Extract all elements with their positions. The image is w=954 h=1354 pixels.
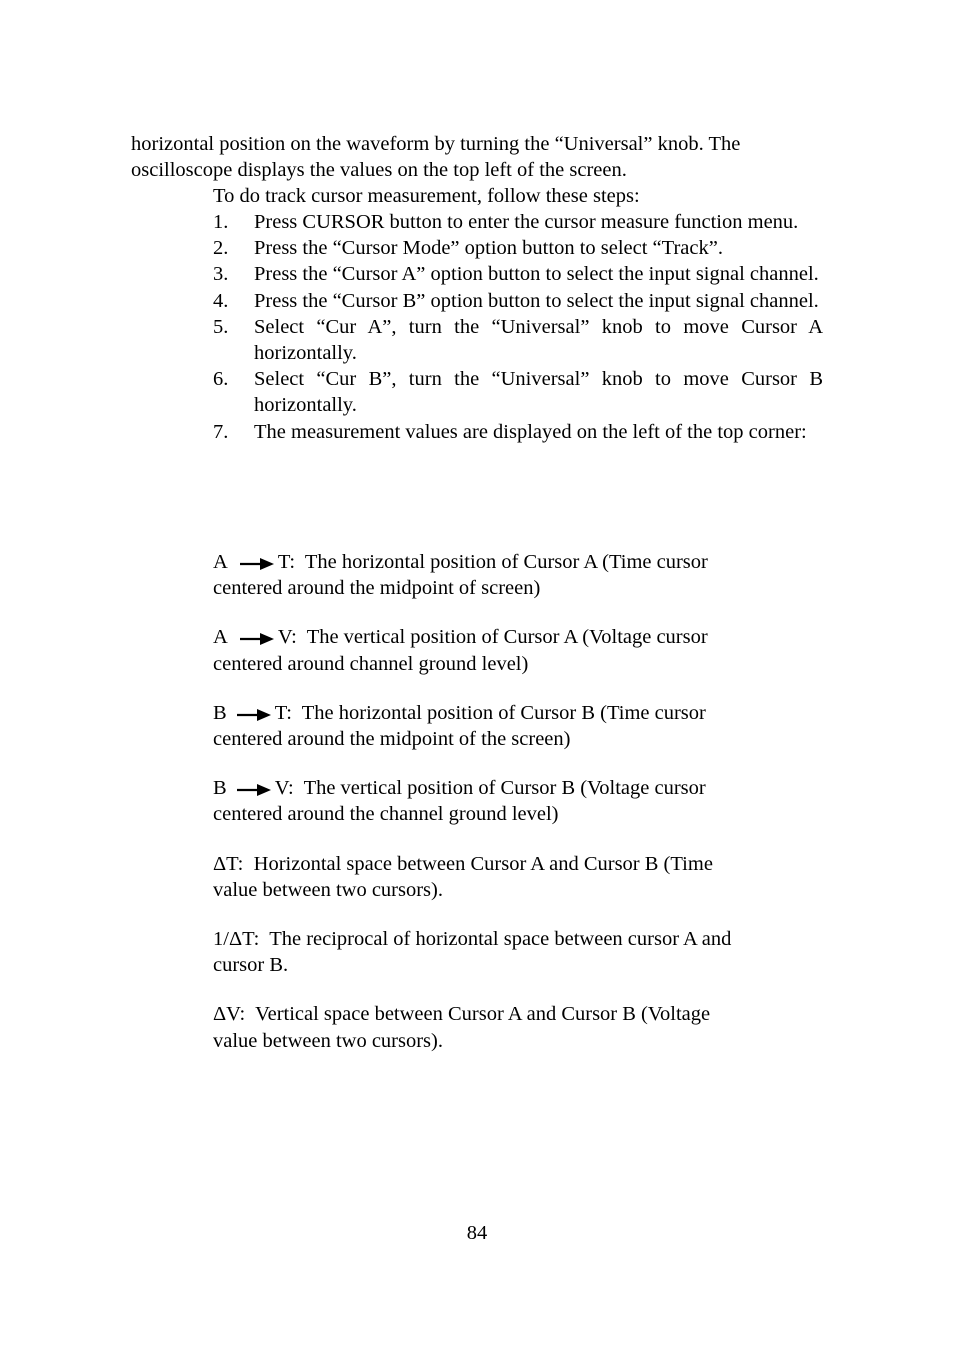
step-number: 7. [213, 420, 229, 443]
definition-term: 1/ΔT: [213, 928, 260, 951]
definition-reciprocal-delta-t [213, 926, 823, 978]
step-text: Press the “Cursor B” option button to select the input signal channel. [254, 289, 819, 312]
step-number: 1. [213, 211, 229, 233]
definition-b-voltage [213, 775, 823, 827]
intro-line-1: horizontal position on the waveform by turning the “Universal” knob. The [131, 133, 741, 155]
definition-line-2: centered around the midpoint of the screen) [213, 728, 571, 751]
term-unit: V: [274, 777, 294, 800]
step-number: 4. [213, 289, 229, 312]
definition-line-2: centered around the channel ground level) [213, 803, 559, 826]
definition-delta-t [213, 851, 823, 903]
right-arrow-icon [240, 632, 274, 646]
list-item [213, 314, 823, 366]
definition-term [213, 702, 292, 724]
definition-delta-v [213, 1001, 823, 1053]
right-arrow-icon [237, 783, 271, 797]
definition-line-1: The horizontal position of Cursor A (Time cursor [304, 551, 708, 573]
term-letter: A [213, 626, 228, 649]
page-number: 84 [466, 1222, 488, 1244]
definition-line-2: centered around the midpoint of screen) [213, 577, 541, 600]
definition-line-2: value between two cursors). [213, 1029, 443, 1052]
list-item [213, 366, 823, 418]
intro-paragraph [131, 131, 831, 183]
step-text: Select “Cur B”, turn the “Universal” knob to move Cursor B horizontally. [254, 368, 823, 417]
term-unit: T: [274, 701, 292, 724]
step-text: The measurement values are displayed on the left of the top corner: [254, 420, 807, 443]
right-arrow-icon [237, 708, 271, 722]
list-item [213, 419, 823, 445]
definition-line-1: Vertical space between Cursor A and Cursor B (Voltage [255, 1003, 711, 1026]
term-unit: V: [277, 626, 297, 649]
step-text: Press the “Cursor Mode” option button to select “Track”. [254, 237, 723, 260]
list-item [213, 209, 823, 235]
definition-term: ΔV: [213, 1003, 246, 1026]
step-number: 5. [213, 315, 229, 338]
steps-lead-in: To do track cursor measurement, follow these steps: [213, 185, 640, 207]
right-arrow-icon [240, 557, 274, 571]
intro-line-2: oscilloscope displays the values on the top left of the screen. [131, 159, 627, 182]
definition-line-2: cursor B. [213, 954, 289, 977]
step-text: Select “Cur A”, turn the “Universal” knob to move Cursor A horizontally. [254, 315, 823, 365]
term-letter: B [213, 701, 227, 724]
step-number: 6. [213, 368, 229, 391]
definition-line-1: The horizontal position of Cursor B (Time cursor [301, 701, 706, 724]
definition-line-1: Horizontal space between Cursor A and Cursor B (Time [253, 852, 713, 875]
definition-line-1: The vertical position of Cursor B (Voltage cursor [303, 777, 706, 800]
definition-line-1: The vertical position of Cursor A (Voltage cursor [306, 626, 708, 649]
definition-line-2: centered around channel ground level) [213, 652, 529, 675]
step-number: 3. [213, 263, 229, 286]
definition-term [213, 551, 295, 573]
definition-a-time [213, 549, 823, 601]
definition-a-voltage [213, 624, 823, 676]
term-unit: T: [277, 551, 296, 573]
list-item [213, 288, 823, 314]
term-letter: B [213, 777, 227, 800]
step-number: 2. [213, 237, 229, 260]
definition-line-2: value between two cursors). [213, 878, 443, 901]
step-text: Press the “Cursor A” option button to select the input signal channel. [254, 263, 819, 286]
definition-term: ΔT: [213, 852, 244, 875]
definition-line-1: The reciprocal of horizontal space between cursor A and [269, 928, 732, 951]
definition-term [213, 777, 294, 799]
steps-list [213, 209, 823, 445]
list-item [213, 235, 823, 261]
term-letter: A [213, 551, 228, 573]
definition-b-time [213, 700, 823, 752]
list-item [213, 261, 823, 287]
step-text: Press CURSOR button to enter the cursor measure function menu. [254, 211, 799, 233]
measurement-definitions [213, 549, 823, 1077]
definition-term [213, 626, 297, 648]
